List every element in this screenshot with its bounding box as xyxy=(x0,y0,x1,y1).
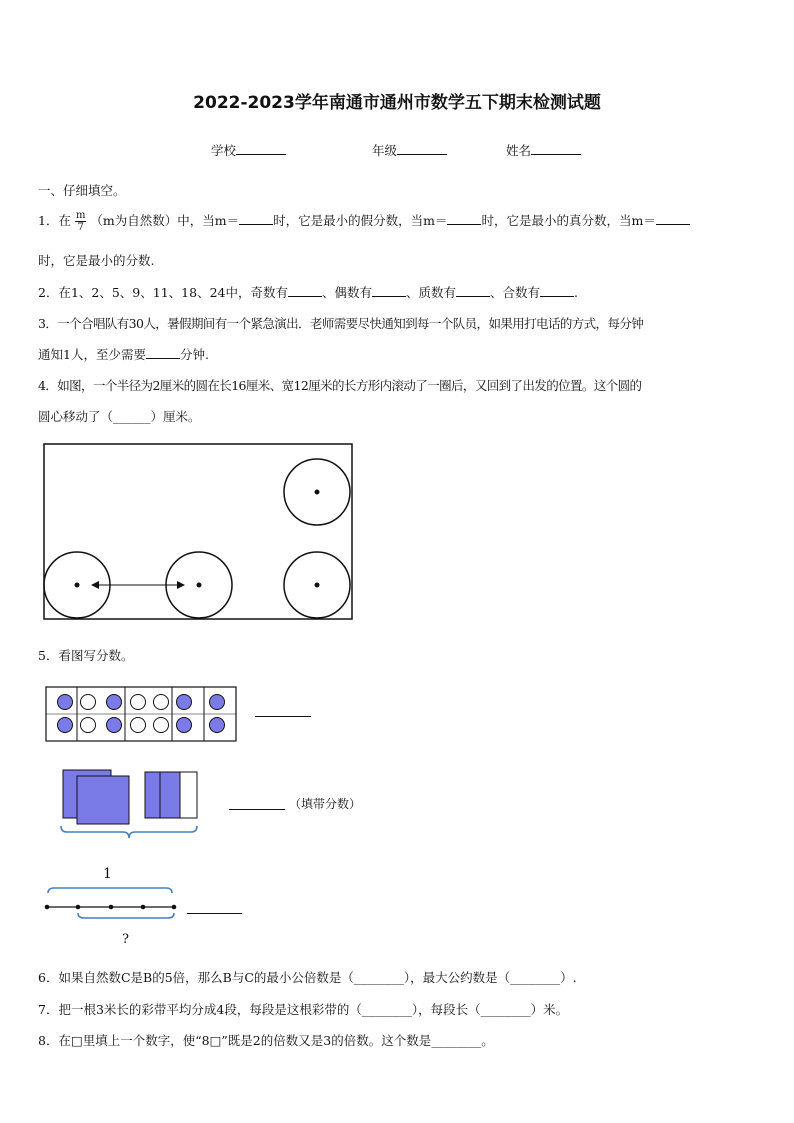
dot-filled xyxy=(107,718,122,733)
dot-filled xyxy=(58,695,73,710)
circle-center-dot xyxy=(197,583,202,588)
grade-blank[interactable] xyxy=(397,142,447,155)
answer-blank[interactable] xyxy=(656,212,690,225)
rolling-circle-figure xyxy=(40,440,358,624)
dot-empty xyxy=(154,695,169,710)
ribbon-note: （填带分数） xyxy=(289,797,362,811)
number-line-label-bottom: ? xyxy=(122,932,129,947)
dot-empty xyxy=(81,718,96,733)
dot-empty xyxy=(131,695,146,710)
question-3: 3．一个合唱队有30人，暑假期间有一个紧急演出．老师需要尽快通知到每一个队员，如果用打电话的方式，每分钟 xyxy=(38,316,644,331)
question-6: 6．如果自然数C是B的5倍，那么B与C的最小公倍数是（________），最大公约数是（________）. xyxy=(38,970,577,985)
answer-blank[interactable] xyxy=(288,284,322,297)
answer-blank[interactable] xyxy=(456,284,490,297)
dot-filled xyxy=(58,718,73,733)
dot-filled xyxy=(177,718,192,733)
school-blank[interactable] xyxy=(236,142,286,155)
answer-blank[interactable] xyxy=(187,913,242,914)
question-4-line2: 圆心移动了（______）厘米。 xyxy=(38,409,201,424)
question-5: 5．看图写分数。 xyxy=(38,648,134,663)
dot-filled xyxy=(107,695,122,710)
answer-blank[interactable] xyxy=(239,212,273,225)
school-field xyxy=(211,141,286,159)
number-line-figure xyxy=(40,880,185,928)
dot-grid-figure xyxy=(45,686,241,744)
question-2: 2．在1、2、5、9、11、18、24中，奇数有 、偶数有 、质数有 、合数有 . xyxy=(38,285,579,300)
number-line-label-top: 1 xyxy=(103,866,112,882)
question-8: 8．在□里填上一个数字，使“8□”既是2的倍数又是3的倍数。这个数是________。 xyxy=(38,1033,494,1048)
answer-blank[interactable] xyxy=(146,346,180,359)
dot-filled xyxy=(210,718,225,733)
rectangle-frame xyxy=(44,444,352,619)
answer-blank[interactable] xyxy=(540,284,574,297)
dot-empty xyxy=(131,718,146,733)
name-label: 姓名 xyxy=(506,143,532,158)
question-4: 4．如图，一个半径为2厘米的圆在长16厘米、宽12厘米的长方形内滚动了一圈后，又回到了出发的位置。这个圆的 xyxy=(38,378,642,393)
answer-blank[interactable] xyxy=(255,716,311,717)
grade-label: 年级 xyxy=(372,143,398,158)
question-1: 1．在 $\frac{m}{7}$ （m为自然数）中，当m＝ 时，它是最小的假分数，当m＝ 时，它是最小的真分数，当m＝ xyxy=(38,210,690,233)
squares-figure xyxy=(55,766,205,840)
grade-field xyxy=(372,141,447,159)
dot-empty xyxy=(81,695,96,710)
school-label: 学校 xyxy=(211,143,237,158)
section-heading: 一、仔细填空。 xyxy=(38,183,126,198)
question-7: 7．把一根3米长的彩带平均分成4段，每段是这根彩带的（________），每段长（________）米。 xyxy=(38,1002,569,1017)
dot-filled xyxy=(177,695,192,710)
answer-blank[interactable] xyxy=(447,212,481,225)
circle-center-dot xyxy=(315,583,320,588)
question-1-line2: 时，它是最小的分数. xyxy=(38,253,155,268)
answer-blank[interactable] xyxy=(372,284,406,297)
dot-empty xyxy=(154,718,169,733)
fraction-m-over-7: $\frac{m}{7}$ xyxy=(75,210,86,233)
dot-filled xyxy=(210,695,225,710)
question-3-line2: 通知1人，至少需要 分钟. xyxy=(38,347,209,362)
circle-center-dot xyxy=(315,490,320,495)
page-title: 2022-2023学年南通市通州市数学五下期末检测试题 xyxy=(193,93,601,113)
answer-blank[interactable] xyxy=(229,809,285,810)
name-blank[interactable] xyxy=(531,142,581,155)
circle-center-dot xyxy=(75,583,80,588)
name-field xyxy=(506,141,581,159)
